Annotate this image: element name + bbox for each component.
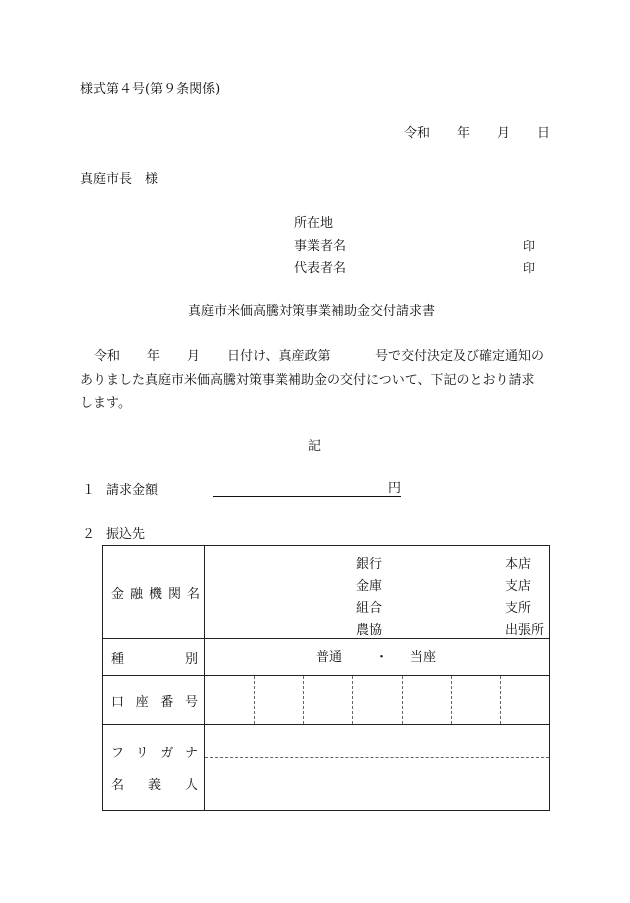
account-type-label-cell [103,639,205,676]
representative-label: 代表者名 [294,261,347,276]
body-date-ref: 日付け、真産政第 [227,349,331,364]
type-bank: 銀行 [356,557,383,572]
body-notice-text: 号で交付決定及び確定通知の [375,349,545,364]
item2-label: 振込先 [106,527,146,542]
holder-label-cell [103,725,205,811]
body-month: 月 [187,349,201,364]
bank-transfer-table [102,545,550,811]
date-year: 年 [457,126,471,141]
body-line-2: ありました真庭市米価高騰対策事業補助金の交付について、下記のとおり請求 [80,373,535,388]
addressee: 真庭市長 様 [80,172,159,187]
date-month: 月 [497,126,511,141]
account-type-current[interactable]: 当座 [410,650,437,665]
account-type-label: 種 別 [111,651,198,667]
account-number-digits [205,676,549,724]
account-number-cell [205,676,550,725]
branch-branch: 支店 [505,579,532,594]
document-title: 真庭市米価高騰対策事業補助金交付請求書 [188,304,436,319]
account-digit-4[interactable] [353,676,402,724]
item1-unit: 円 [388,481,402,496]
institution-row-2 [205,571,549,593]
institution-row-3 [205,593,549,615]
account-digit-1[interactable] [205,676,255,724]
form-number: 様式第４号(第９条関係) [80,82,221,97]
institution-label-cell [103,546,205,639]
holder-label: 名 義 人 [111,778,198,793]
account-digit-3[interactable] [304,676,353,724]
branch-head-office: 本店 [505,557,532,572]
body-line-3: します。 [80,396,131,411]
body-era: 令和 [94,349,121,364]
address-label: 所在地 [294,216,334,231]
furigana-field[interactable] [205,725,549,758]
account-type-separator: ・ [375,650,389,665]
holder-name-field[interactable] [205,758,549,810]
seal-mark-business: 印 [523,239,536,253]
institution-row-4 [205,615,549,637]
institution-input-cell[interactable] [205,546,550,639]
account-type-cell[interactable] [205,639,550,676]
account-digit-6[interactable] [452,676,501,724]
holder-input-cell [205,725,550,811]
seal-mark-representative: 印 [523,261,536,275]
account-digit-5[interactable] [403,676,452,724]
type-union: 組合 [356,601,383,616]
account-digit-7[interactable] [501,676,549,724]
branch-agency: 出張所 [505,623,545,638]
item1-label: 請求金額 [106,483,159,498]
account-type-ordinary[interactable]: 普通 [316,650,343,665]
institution-row-1 [205,549,549,571]
account-digit-2[interactable] [255,676,304,724]
branch-sub-branch: 支所 [505,601,532,616]
business-name-label: 事業者名 [294,239,347,254]
body-year: 年 [147,349,161,364]
institution-label: 金 融 機 関 名 [111,586,200,602]
item1-number: １ [82,483,96,498]
date-day: 日 [537,126,551,141]
claim-amount-field[interactable] [213,496,401,497]
type-ja: 農協 [356,623,383,638]
account-number-label: 口 座 番 号 [111,694,198,710]
account-number-label-cell [103,676,205,725]
type-shinkin: 金庫 [356,579,383,594]
furigana-label: フ リ ガ ナ [111,746,198,761]
date-era: 令和 [404,126,431,141]
item2-number: ２ [82,527,96,542]
ki-heading: 記 [308,439,322,454]
